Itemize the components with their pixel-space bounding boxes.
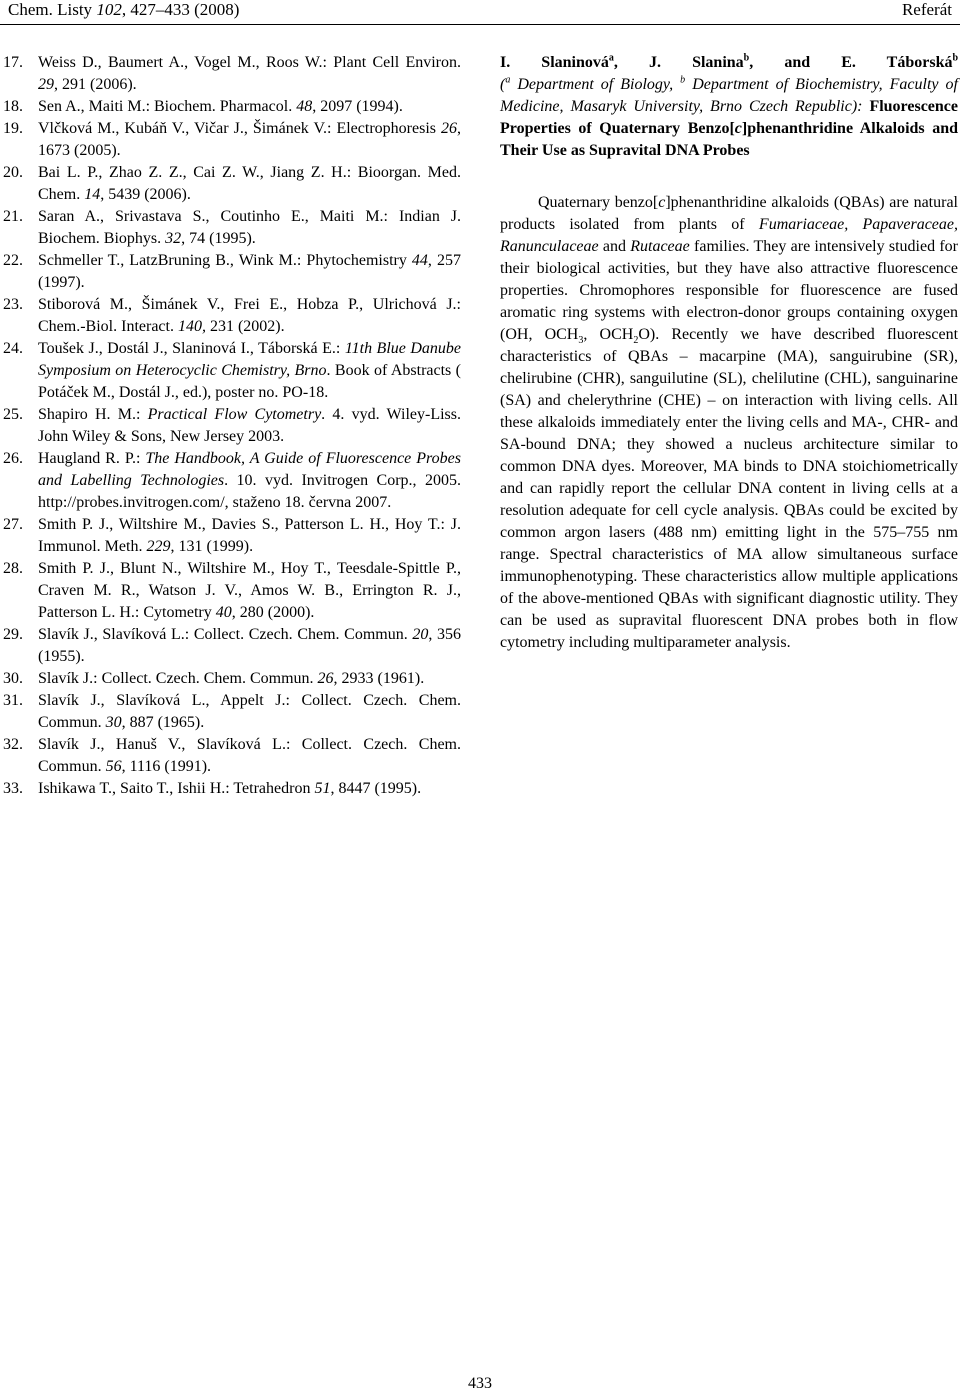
summary-affiliation-title [500,74,958,162]
reference-text [38,668,461,690]
reference-text [38,404,461,448]
text-run: Smith P. J., Wiltshire M., Davies S., Patterson L. H., Hoy T.: J. Immunol. Meth. [38,516,461,555]
text-run: Toušek J., Dostál J., Slaninová I., Táborská E.: [38,340,345,357]
reference-text [38,96,461,118]
subscript-text: 3 [578,335,584,347]
reference-item [3,668,461,690]
reference-item [3,734,461,778]
italic-text: 140, [177,318,206,335]
section-label: Referát [901,0,952,19]
reference-number: 20. [3,164,23,181]
text-run: , 2933 (1961). [333,670,425,687]
reference-item [3,514,461,558]
reference-item [3,404,461,448]
text-run: Saran A., Srivastava S., Coutinho E., Maiti M.: Indian J. Biochem. Biophys. [38,208,461,247]
reference-text [38,162,461,206]
text-run: Slavík J., Hanuš V., Slavíková L.: Collect. Czech. Chem. Commun. [38,736,461,775]
reference-text [38,624,461,668]
journal-volume: 102 [96,0,122,19]
reference-item [3,250,461,294]
reference-number: 28. [3,560,23,577]
reference-item [3,162,461,206]
reference-number: 21. [3,208,23,225]
author-separator: , and [749,54,842,71]
text-run: , 2097 (1994). [312,98,403,115]
italic-text: 32 [165,230,182,247]
journal-citation [8,0,239,20]
reference-number: 26. [3,450,23,467]
text-run: , 291 (2006). [54,76,137,93]
text-run: , 356 (1955). [38,626,462,665]
text-run: , 1673 (2005). [38,120,461,159]
italic-text: 11th Blue Danube Symposium on Heterocyclic Chemistry, Brno [38,340,461,379]
text-run: O). Recently we have described fluorescent characteristics of QBAs – macarpine (MA), sanguirubine (SR), chelirubine (CHR), sanguilutine (SL), chelilutine (CHL), sanguinarine (SA) and chelerythrine (CHE) – on interaction with living cells. All these alkaloids immediately enter the living cells and MA-, CHR- and SA-bound DNA; they showed a nucleus architecture similar to common DNA dyes. Moreover, MA binds to DNA stoichiometrically and can rapidly report the cellular DNA content in living cells at a resolution adequate for cell cycle analysis. QBAs could be excited by common argon lasers (488 nm) emitting light in the 575–755 nm range. Spectral characteristics of MA allow simultaneous surface immunophenotyping. These characteristics allow multiple applications of the above-mentioned QBAs with significant diagnostic utility. They can be used as supravital fluorescent DNA probes both in flow cytometry including multiparameter analysis. [500,326,959,651]
text-run: , 5439 (2006). [100,186,191,203]
reference-item [3,448,461,514]
reference-number: 29. [3,626,23,643]
text-run: Slavík J., Slavíková L., Appelt J.: Collect. Czech. Chem. Commun. [38,692,461,731]
reference-number: 23. [3,296,23,313]
reference-text [38,448,461,514]
text-run: ]phenanthridine alkaloids (QBAs) are natural products isolated from plants of [500,194,958,233]
text-run: Shapiro H. M.: [38,406,148,423]
reference-number: 18. [3,98,23,115]
italic-text: c [658,194,666,211]
author-affiliation-marker: b [743,52,750,64]
author-name: I. Slaninová [500,54,609,71]
text-run: Smith P. J., Blunt N., Wiltshire M., Hoy T., Teesdale-Spittle P., Craven M. R., Watson J. V., Amos W. B., Errington R. J., Patterson L. H.: Cytometry [38,560,461,621]
text-run: 231 (2002). [205,318,285,335]
reference-item [3,52,461,96]
reference-item [3,624,461,668]
summary-title-part1: Fluorescence Properties of Quaternary Benzo[ [500,98,958,137]
author-separator: , [613,54,649,71]
italic-text: 20 [412,626,429,643]
summary-title-italic: c [734,120,742,137]
reference-text [38,294,461,338]
reference-text [38,52,461,96]
italic-text: 56 [105,758,122,775]
summary-authors [500,52,958,74]
text-run: . 4. vyd. Wiley-Liss. John Wiley & Sons, New Jersey 2003. [38,406,461,445]
text-run: , 131 (1999). [170,538,254,555]
author-name: E. Táborská [841,54,953,71]
text-run: families. They are intensively studied for their biological activities, but they have also attractive fluorescence properties. Chromophores responsible for fluorescence are fused aromatic ring systems with electron-donor groups containing oxygen (OH, OCH [500,238,958,343]
reference-item [3,778,461,800]
page-number: 433 [468,1375,492,1392]
reference-number: 32. [3,736,23,753]
reference-item [3,558,461,624]
reference-list [3,52,461,800]
header-divider [0,24,960,25]
text-run: Haugland R. P.: [38,450,146,467]
italic-text: Practical Flow Cytometry [147,406,322,423]
italic-text: 14 [84,186,101,203]
text-run: Slavík J., Slavíková L.: Collect. Czech. Chem. Commun. [38,626,413,643]
text-run: , 74 (1995). [181,230,256,247]
text-run: Quaternary benzo[ [538,194,659,211]
italic-text: 48 [296,98,313,115]
text-run: Weiss D., Baumert A., Vogel M., Roos W.: Plant Cell Environ. [38,54,461,71]
reference-text [38,206,461,250]
english-summary [500,52,958,654]
reference-text [38,558,461,624]
text-run: Slavík J.: Collect. Czech. Chem. Commun. [38,670,318,687]
journal-prefix: Chem. Listy [8,0,97,19]
text-run: , OCH [583,326,634,343]
reference-item [3,206,461,250]
reference-text [38,118,461,162]
reference-text [38,250,461,294]
text-run: Vlčková M., Kubáň V., Vičar J., Šimánek V.: Electrophoresis [38,120,441,137]
reference-item [3,294,461,338]
abstract-paragraph [500,192,958,654]
reference-item [3,690,461,734]
italic-text: The Handbook, A Guide of Fluorescence Probes and Labelling Technologies [38,450,461,489]
italic-text: 30 [105,714,122,731]
italic-text: 29 [38,76,54,93]
reference-text [38,734,461,778]
text-run: , 1116 (1991). [121,758,212,775]
journal-pages: , 427–433 (2008) [121,0,240,19]
italic-text: 40 [215,604,232,621]
text-run: Ishikawa T., Saito T., Ishii H.: Tetrahedron [38,780,315,797]
reference-text [38,514,461,558]
affiliation-open: ( [500,76,506,93]
reference-number: 22. [3,252,23,269]
italic-text: Fumariaceae, Papaveraceae, Ranunculaceae [500,216,959,255]
text-run: Stiborová M., Šimánek V., Frei E., Hobza P., Ulrichová J.: Chem.-Biol. Interact. [38,296,461,335]
author-affiliation-marker: b [952,52,959,64]
summary-abstract [500,192,958,654]
reference-number: 30. [3,670,23,687]
text-run: . 10. vyd. Invitrogen Corp., 2005. http://probes.invitrogen.com/, staženo 18. června 2007. [38,472,461,511]
reference-text [38,778,461,800]
text-run: , 887 (1965). [121,714,205,731]
text-run: , 280 (2000). [231,604,315,621]
author-affiliation-marker: a [608,52,614,64]
italic-text: 44 [411,252,428,269]
text-run: Schmeller T., LatzBruning B., Wink M.: Phytochemistry [38,252,412,269]
italic-text: Rutaceae [630,238,690,255]
reference-item [3,338,461,404]
italic-text: 26 [441,120,457,137]
italic-text: 229 [146,538,171,555]
text-run: , 8447 (1995). [330,780,422,797]
author-name: J. Slanina [649,54,744,71]
reference-item [3,96,461,118]
reference-number: 31. [3,692,23,709]
subscript-text: 2 [633,335,639,347]
text-run: Bai L. P., Zhao Z. Z., Cai Z. W., Jiang Z. H.: Bioorgan. Med. Chem. [38,164,461,203]
text-run: and [598,238,631,255]
affiliation-a: Department of Biology, [510,76,681,93]
affiliation-b: Department of Biochemistry, Faculty of Medicine, Masaryk University, Brno Czech Republic): [500,76,958,115]
reference-item [3,118,461,162]
page-header [0,0,960,30]
reference-number: 17. [3,54,23,71]
reference-number: 19. [3,120,23,137]
italic-text: 26 [317,670,334,687]
text-run: . Book of Abstracts ( Potáček M., Dostál J., ed.), poster no. PO-18. [38,362,461,401]
reference-number: 24. [3,340,23,357]
text-run: , 257 (1997). [38,252,461,291]
affiliation-a-marker: a [505,74,511,86]
reference-text [38,338,461,404]
italic-text: 51 [314,780,331,797]
affiliation-b-marker: b [680,74,686,86]
reference-number: 33. [3,780,23,797]
reference-number: 25. [3,406,23,423]
reference-number: 27. [3,516,23,533]
reference-text [38,690,461,734]
text-run: Sen A., Maiti M.: Biochem. Pharmacol. [38,98,297,115]
summary-title-part2: ]phenanthridine Alkaloids and Their Use as Supravital DNA Probes [500,120,959,159]
